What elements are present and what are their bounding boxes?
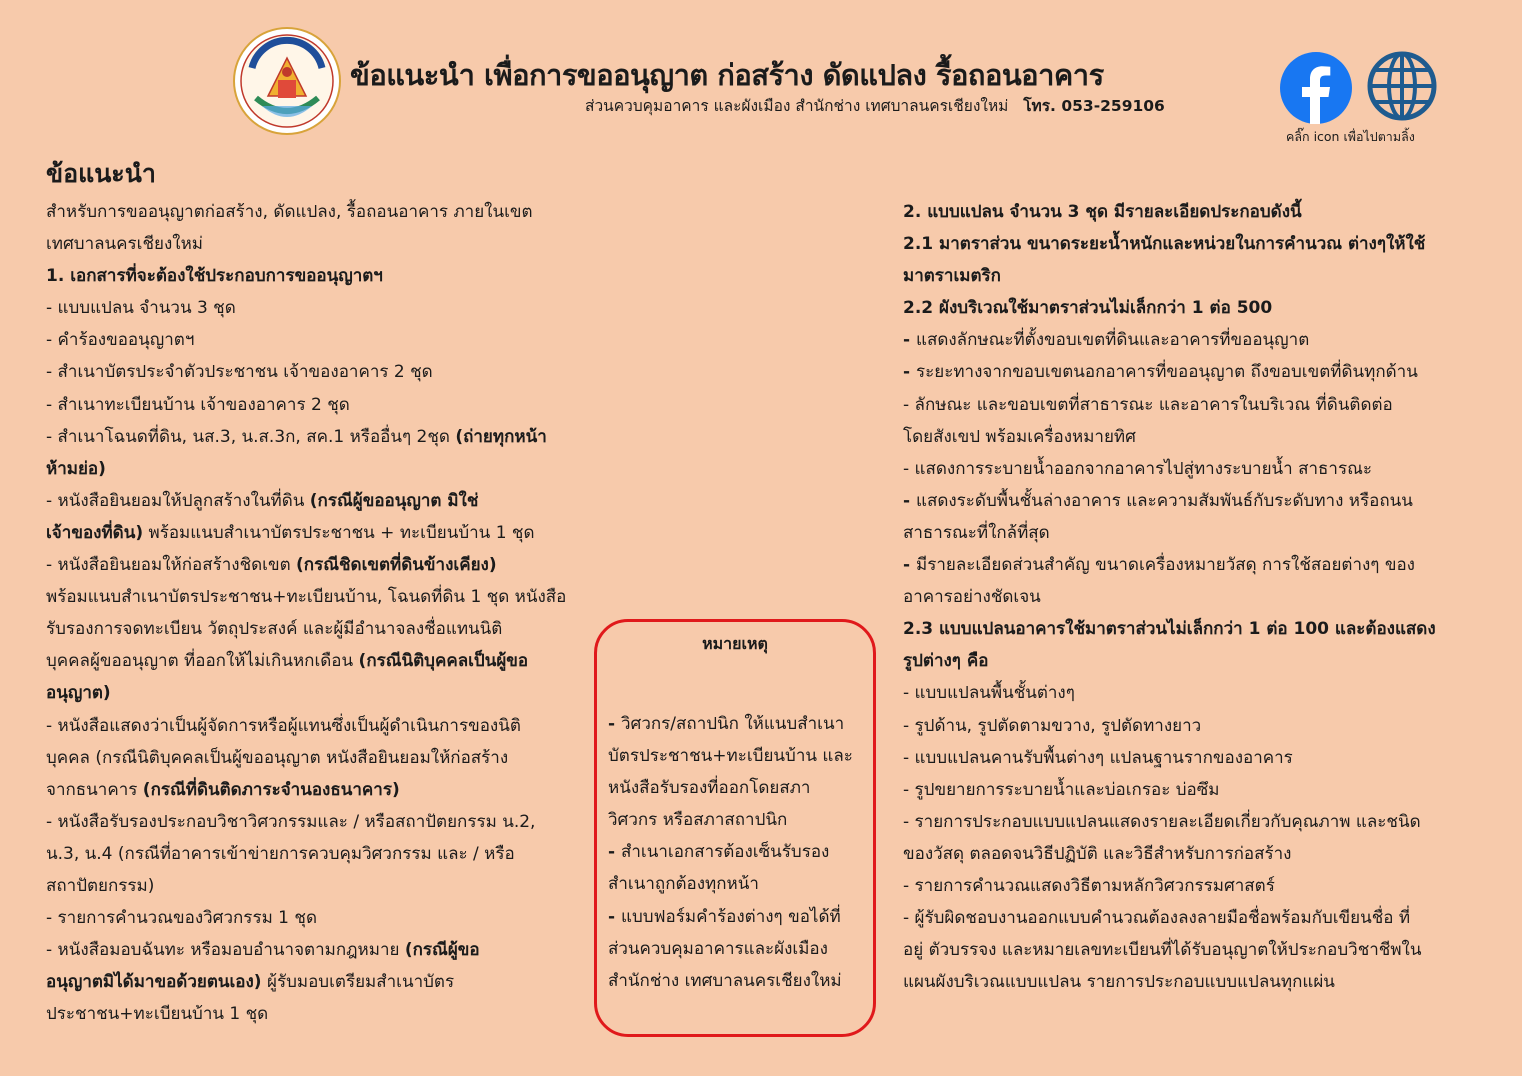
- right-line-text: - รายการคำนวณแสดงวิธีตามหลักวิศวกรรมศาสตร์: [903, 875, 1275, 896]
- right-line-text: -: [903, 330, 916, 351]
- left-line: [46, 998, 586, 1030]
- right-line: [903, 581, 1483, 613]
- right-line: [903, 292, 1483, 324]
- right-line: [903, 228, 1483, 260]
- note-line: [608, 868, 853, 900]
- note-line-text: หนังสือรับรองที่ออกโดยสภา: [608, 778, 811, 799]
- right-line-text: แผนผังบริเวณแบบแปลน รายการประกอบแบบแปลนทุกแผ่น: [903, 972, 1335, 993]
- left-line-text: - หนังสือแสดงว่าเป็นผู้จัดการหรือผู้แทนซึ่งเป็นผู้ดำเนินการของนิติ: [46, 715, 521, 736]
- left-line: [46, 581, 586, 613]
- requirements-list: [46, 196, 586, 1030]
- left-line-text: เทศบาลนครเชียงใหม่: [46, 234, 204, 255]
- note-title: หมายเหตุ: [702, 634, 768, 653]
- right-line-text: 2.2 ผังบริเวณใช้มาตราส่วนไม่เล็กกว่า 1 ต่อ 500: [903, 298, 1273, 319]
- right-line-text: 2. แบบแปลน จำนวน 3 ชุด มีรายละเอียดประกอบดังนี้: [903, 202, 1302, 222]
- note-line: [608, 708, 853, 740]
- left-line-text: - หนังสือมอบฉันทะ หรือมอบอำนาจตามกฎหมาย: [46, 940, 405, 961]
- left-line-text: (กรณีที่ดินติดภาระจำนองธนาคาร): [142, 779, 400, 800]
- left-line-text: - สำเนาโฉนดที่ดิน, นส.3, น.ส.3ก, สค.1 หรืออื่นๆ 2ชุด: [46, 426, 456, 447]
- note-list: [608, 708, 853, 997]
- right-line-text: มาตราเมตริก: [903, 266, 1001, 287]
- note-line: [608, 740, 853, 772]
- right-line: [903, 806, 1483, 838]
- left-line-text: ประชาชน+ทะเบียนบ้าน 1 ชุด: [46, 1004, 269, 1025]
- note-box: [594, 619, 876, 1037]
- left-line: [46, 710, 586, 742]
- left-line-text: ผู้รับมอบเตรียมสำเนาบัตร: [261, 972, 455, 993]
- left-line: [46, 453, 586, 485]
- right-line-text: -: [903, 555, 916, 576]
- left-line-text: รับรองการจดทะเบียน วัตถุประสงค์ และผู้มีอำนาจลงชื่อแทนนิติ: [46, 619, 503, 640]
- note-line: [608, 772, 853, 804]
- right-line-text: - รูปขยายการระบายน้ำและบ่อเกรอะ บ่อซึม: [903, 779, 1220, 800]
- left-line-text: อนุญาตมิได้มาขอด้วยตนเอง): [46, 972, 262, 993]
- note-line: [608, 836, 853, 868]
- left-line: [46, 677, 586, 709]
- left-line: [46, 517, 586, 549]
- left-line-text: (กรณีชิดเขตที่ดินข้างเคียง): [296, 555, 497, 576]
- right-line: [903, 902, 1483, 934]
- note-line-text: -: [608, 906, 621, 927]
- left-line-text: - รายการคำนวณของวิศวกรรม 1 ชุด: [46, 908, 317, 929]
- right-line: [903, 774, 1483, 806]
- icon-click-hint: คลิ๊ก icon เพื่อไปตามลิ้ง: [1286, 129, 1415, 144]
- right-line: [903, 742, 1483, 774]
- right-line: [903, 517, 1483, 549]
- right-line: [903, 324, 1483, 356]
- left-line: [46, 806, 586, 838]
- right-line: [903, 389, 1483, 421]
- department-name: ส่วนควบคุมอาคาร และผังเมือง สำนักช่าง เทศบาลนครเชียงใหม่: [585, 97, 1009, 115]
- right-line: [903, 870, 1483, 902]
- left-line-text: พร้อมแนบสำเนาบัตรประชาชน+ทะเบียนบ้าน, โฉนดที่ดิน 1 ชุด หนังสือ: [46, 587, 567, 608]
- left-line: [46, 934, 586, 966]
- right-line-text: - รูปด้าน, รูปตัดตามขวาง, รูปตัดทางยาว: [903, 715, 1202, 736]
- right-line: [903, 838, 1483, 870]
- right-line-text: -: [903, 362, 916, 383]
- right-line: [903, 934, 1483, 966]
- left-line-text: ห้ามย่อ): [46, 458, 106, 479]
- left-line: [46, 774, 586, 806]
- left-line: [46, 292, 586, 324]
- page-title: ข้อแนะนำ เพื่อการขออนุญาต ก่อสร้าง ดัดแปลง รื้อถอนอาคาร: [350, 58, 1104, 92]
- section-heading: ข้อแนะนำ: [46, 159, 156, 188]
- right-line-text: อาคารอย่างชัดเจน: [903, 587, 1041, 608]
- left-line: [46, 421, 586, 453]
- right-line-text: - แบบแปลนพื้นชั้นต่างๆ: [903, 683, 1075, 704]
- right-line: [903, 453, 1483, 485]
- left-line-text: - คำร้องขออนุญาตฯ: [46, 330, 195, 351]
- left-line-text: บุคคล (กรณีนิติบุคคลเป็นผู้ขออนุญาต หนังสือยินยอมให้ก่อสร้าง: [46, 747, 509, 768]
- note-line: [608, 933, 853, 965]
- right-line-text: แสดงลักษณะที่ตั้งขอบเขตที่ดินและอาคารที่ขออนุญาต: [915, 330, 1310, 351]
- note-line-text: แบบฟอร์มคำร้องต่างๆ ขอได้ที่: [620, 906, 841, 927]
- note-line-text: ส่วนควบคุมอาคารและผังเมือง: [608, 938, 828, 959]
- left-line: [46, 870, 586, 902]
- left-line: [46, 356, 586, 388]
- left-line-text: น.3, น.4 (กรณีที่อาคารเข้าข่ายการควบคุมวิศวกรรม และ / หรือ: [46, 843, 515, 864]
- left-line-text: - หนังสือยินยอมให้ปลูกสร้างในที่ดิน: [46, 490, 310, 511]
- left-line-text: - สำเนาทะเบียนบ้าน เจ้าของอาคาร 2 ชุด: [46, 394, 350, 415]
- left-line-text: - หนังสือยินยอมให้ก่อสร้างชิดเขต: [46, 555, 297, 576]
- note-line: [608, 901, 853, 933]
- left-line-text: (กรณีนิติบุคคลเป็นผู้ขอ: [358, 651, 529, 672]
- right-line-text: 2.1 มาตราส่วน ขนาดระยะน้ำหนักและหน่วยในการคำนวณ ต่างๆให้ใช้: [903, 234, 1426, 255]
- note-line-text: -: [608, 842, 621, 863]
- municipality-logo: [232, 26, 342, 136]
- left-line: [46, 549, 586, 581]
- right-line: [903, 485, 1483, 517]
- left-line: [46, 485, 586, 517]
- right-line: [903, 613, 1483, 645]
- left-line-text: พร้อมแนบสำเนาบัตรประชาชน + ทะเบียนบ้าน 1 ชุด: [143, 522, 535, 543]
- globe-icon[interactable]: [1366, 50, 1438, 122]
- left-line-text: (กรณีผู้ขอ: [404, 940, 480, 961]
- right-line-text: ของวัสดุ ตลอดจนวิธีปฏิบัติ และวิธีสำหรับการก่อสร้าง: [903, 843, 1292, 864]
- left-line-text: อนุญาต): [46, 683, 111, 704]
- left-line: [46, 260, 586, 292]
- note-line-text: บัตรประชาชน+ทะเบียนบ้าน และ: [608, 746, 853, 767]
- right-line-text: 2.3 แบบแปลนอาคารใช้มาตราส่วนไม่เล็กกว่า 1 ต่อ 100 และต้องแสดง: [903, 619, 1436, 640]
- left-line: [46, 742, 586, 774]
- left-line: [46, 228, 586, 260]
- right-line-text: -: [903, 490, 916, 511]
- right-line: [903, 196, 1483, 228]
- left-line: [46, 324, 586, 356]
- note-line: [608, 965, 853, 997]
- left-line: [46, 613, 586, 645]
- right-line-text: อยู่ ตัวบรรจง และหมายเลขทะเบียนที่ได้รับอนุญาตให้ประกอบวิชาชีพใน: [903, 940, 1422, 961]
- left-line-text: สถาปัตยกรรม): [46, 875, 155, 896]
- drawing-requirements-list: [903, 196, 1483, 998]
- right-line-text: - แสดงการระบายน้ำออกจากอาคารไปสู่ทางระบายน้ำ สาธารณะ: [903, 458, 1373, 479]
- right-line-text: มีรายละเอียดส่วนสำคัญ ขนาดเครื่องหมายวัสดุ การใช้สอยต่างๆ ของ: [915, 555, 1415, 576]
- note-line: [608, 804, 853, 836]
- left-line: [46, 838, 586, 870]
- left-line: [46, 645, 586, 677]
- left-line-text: - หนังสือรับรองประกอบวิชาวิศวกรรมและ / หรือสถาปัตยกรรม น.2,: [46, 811, 536, 832]
- note-line-text: สำเนาถูกต้องทุกหน้า: [608, 874, 759, 895]
- right-line: [903, 356, 1483, 388]
- right-line: [903, 260, 1483, 292]
- right-line-text: รูปต่างๆ คือ: [903, 651, 989, 672]
- left-line-text: - แบบแปลน จำนวน 3 ชุด: [46, 298, 236, 319]
- left-line-text: - สำเนาบัตรประจำตัวประชาชน เจ้าของอาคาร 2 ชุด: [46, 362, 433, 383]
- left-line-text: 1. เอกสารที่จะต้องใช้ประกอบการขออนุญาตฯ: [46, 266, 383, 287]
- right-line: [903, 549, 1483, 581]
- right-line-text: ระยะทางจากขอบเขตนอกอาคารที่ขออนุญาต ถึงขอบเขตที่ดินทุกด้าน: [915, 362, 1418, 383]
- left-line-text: จากธนาคาร: [46, 779, 143, 800]
- left-line-text: (กรณีผู้ขออนุญาต มิใช่: [309, 490, 479, 511]
- right-line: [903, 966, 1483, 998]
- left-line: [46, 966, 586, 998]
- left-line-text: บุคคลผู้ขออนุญาต ที่ออกให้ไม่เกินหกเดือน: [46, 651, 359, 672]
- right-line-text: - ผู้รับผิดชอบงานออกแบบคำนวณต้องลงลายมือชื่อพร้อมกับเขียนชื่อ ที่: [903, 908, 1411, 929]
- right-line: [903, 710, 1483, 742]
- right-line: [903, 645, 1483, 677]
- left-line-text: (ถ่ายทุกหน้า: [455, 426, 547, 447]
- facebook-icon[interactable]: [1280, 52, 1352, 124]
- right-line-text: สาธารณะที่ใกล้ที่สุด: [903, 522, 1050, 543]
- note-line-text: วิศวกร หรือสภาสถาปนิก: [608, 810, 788, 831]
- note-line-text: สำนักช่าง เทศบาลนครเชียงใหม่: [608, 970, 842, 991]
- left-line-text: เจ้าของที่ดิน): [46, 522, 144, 543]
- right-line-text: แสดงระดับพื้นชั้นล่างอาคาร และความสัมพันธ์กับระดับทาง หรือถนน: [915, 490, 1413, 511]
- right-line: [903, 421, 1483, 453]
- phone-number: โทร. 053-259106: [1023, 97, 1165, 115]
- right-line-text: โดยสังเขป พร้อมเครื่องหมายทิศ: [903, 426, 1136, 447]
- left-line: [46, 196, 586, 228]
- note-line-text: สำเนาเอกสารต้องเซ็นรับรอง: [620, 842, 830, 863]
- right-line-text: - รายการประกอบแบบแปลนแสดงรายละเอียดเกี่ยวกับคุณภาพ และชนิด: [903, 811, 1421, 832]
- left-line: [46, 389, 586, 421]
- note-line-text: -: [608, 714, 621, 734]
- page-subtitle: [585, 93, 1165, 118]
- left-line-text: สำหรับการขออนุญาตก่อสร้าง, ดัดแปลง, รื้อถอนอาคาร ภายในเขต: [46, 202, 533, 222]
- note-line-text: วิศวกร/สถาปนิก ให้แนบสำเนา: [620, 714, 845, 734]
- right-line-text: - ลักษณะ และขอบเขตที่สาธารณะ และอาคารในบริเวณ ที่ดินติดต่อ: [903, 394, 1393, 415]
- left-line: [46, 902, 586, 934]
- right-line: [903, 677, 1483, 709]
- right-line-text: - แบบแปลนคานรับพื้นต่างๆ แปลนฐานรากของอาคาร: [903, 747, 1293, 768]
